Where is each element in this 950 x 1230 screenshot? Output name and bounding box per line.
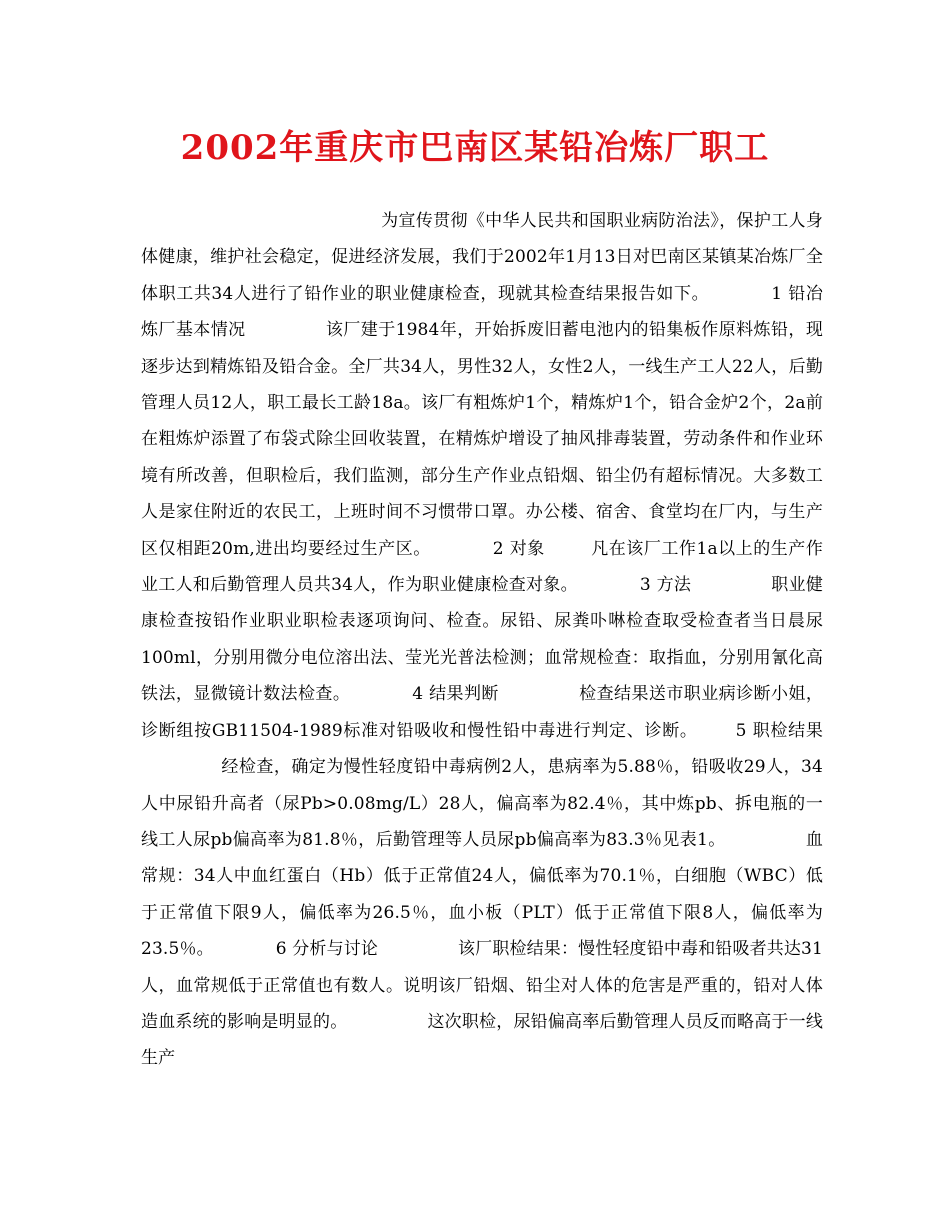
paragraph-blood-routine: 血常规：34人中血红蛋白（Hb）低于正常值24人，偏低率为70.1％，白细胞（WBC）低于正常值下限9人，偏低率为26.5％，血小板（PLT）低于正常值下限8人，偏低率为23.5％。 [141,829,823,960]
paragraph-analysis: 该厂职检结果：慢性轻度铅中毒和铅吸者共达31人，血常规低于正常值也有数人。说明该厂铅烟、铅尘对人体的危害是严重的，铅对人体造血系统的影响是明显的。 [141,939,823,1032]
section-heading-2: 2 对象 [492,538,545,559]
paragraph-results: 经检查，确定为慢性轻度铅中毒病例2人，患病率为5.88％，铅吸收29人，34人中尿铅升高者（尿Pb>0.08mg/L）28人，偏高率为82.4％，其中炼pb、拆电瓶的一线工人尿pb偏高率为81.8％，后勤管理等人员尿pb偏高率为83.3％见表1。 [141,757,823,850]
paragraph-methods: 职业健康检查按铅作业职业职检表逐项询问、检查。尿铅、尿粪卟啉检查取受检查者当日晨尿100ml，分别用微分电位溶出法、莹光光普法检测；血常规检查：取指血，分别用氰化高铁法，显微镜计数法检查。 [141,575,824,705]
section-heading-6: 6 分析与讨论 [275,939,379,960]
section-heading-4: 4 结果判断 [412,684,499,705]
paragraph-discussion: 这次职检，尿铅偏高率后勤管理人员反而略高于一线生产 [141,1011,823,1069]
document-body [141,203,823,1077]
document-title: 2002年重庆市巴南区某铅冶炼厂职工 [180,128,770,168]
paragraph-intro: 为宣传贯彻《中华人民共和国职业病防治法》，保护工人身体健康，维护社会稳定，促进经济发展，我们于2002年1月13日对巴南区某镇某冶炼厂全体职工共34人进行了铅作业的职业健康检查，现就其检查结果报告如下。 [141,211,823,304]
paragraph-subjects: 凡在该厂工作1a以上的生产作业工人和后勤管理人员共34人，作为职业健康检查对象。 [141,538,824,596]
paragraph-judgement: 检查结果送市职业病诊断小姐，诊断组按GB11504-1989标准对铅吸收和慢性铅中毒进行判定、诊断。 [141,684,823,741]
section-heading-1: 1 铅冶炼厂基本情况 [141,283,823,341]
paragraph-factory-situation: 该厂建于1984年，开始拆废旧蓄电池内的铅集板作原料炼铅，现逐步达到精炼铅及铅合金。全厂共34人，男性32人，女性2人，一线生产工人22人，后勤管理人员12人，职工最长工龄18a。该厂有粗炼炉1个，精炼炉1个，铅合金炉2个，2a前在粗炼炉添置了布袋式除尘回收装置，在精炼炉增设了抽风排毒装置，劳动条件和作业环境有所改善，但职检后，我们监测，部分生产作业点铅烟、铅尘仍有超标情况。大多数工人是家住附近的农民工，上班时间不习惯带口罩。办公楼、宿舍、食堂均在厂内，与生产区仅相距20m,进出均要经过生产区。 [141,320,824,559]
section-heading-5: 5 职检结果 [735,720,823,741]
section-heading-3: 3 方法 [639,575,692,596]
